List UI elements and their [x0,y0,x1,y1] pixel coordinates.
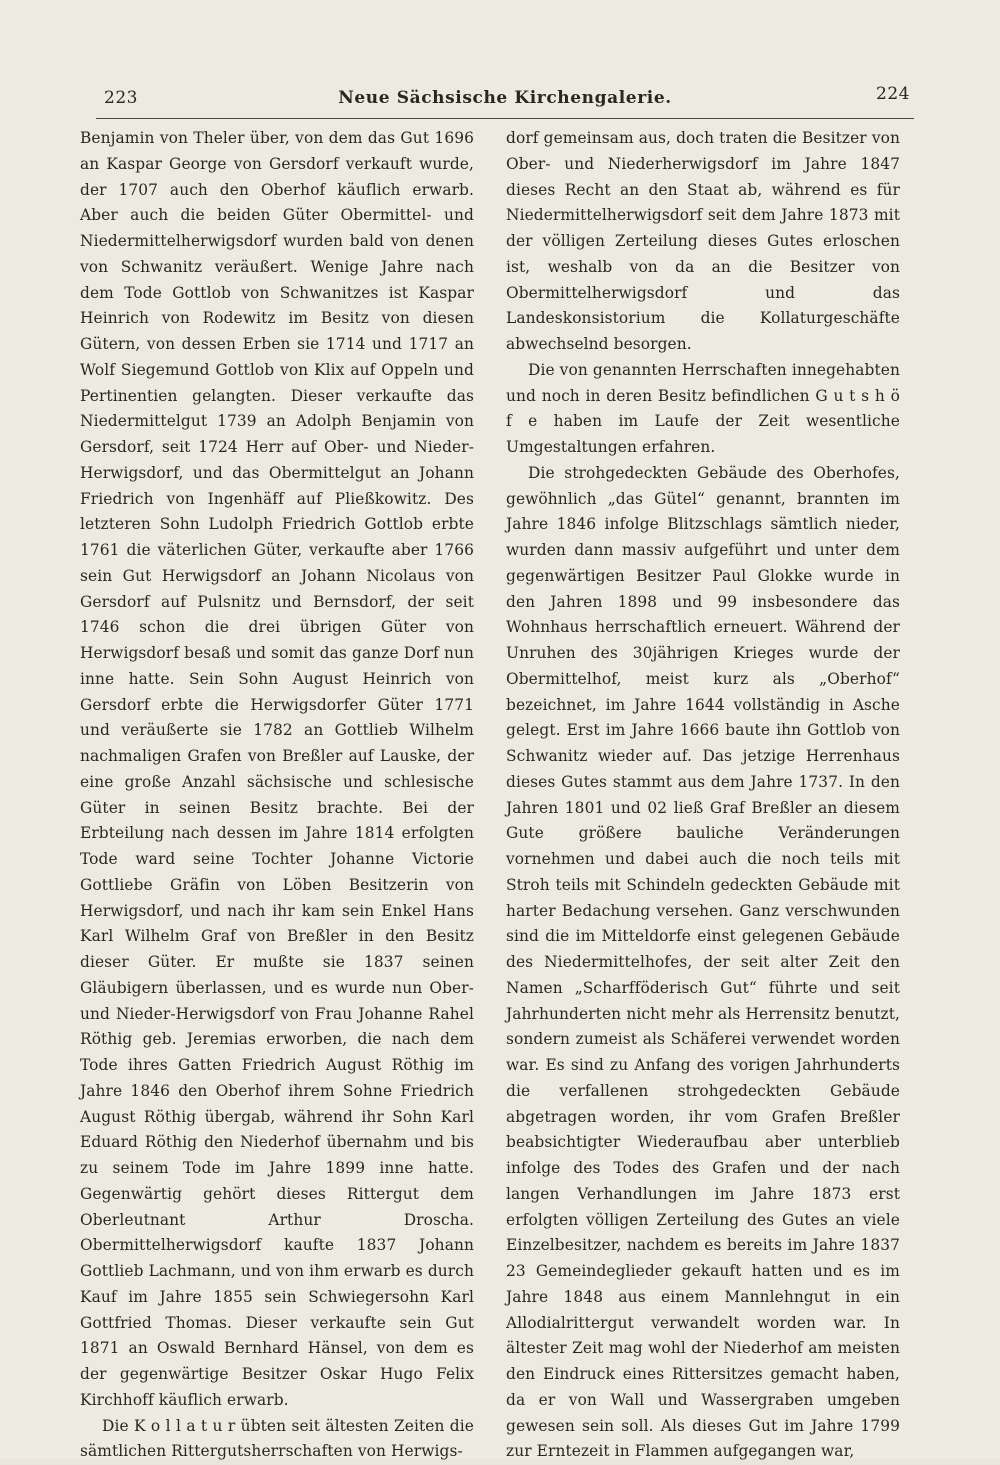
running-header [96,84,914,119]
page-number-right: 224 [876,84,910,104]
paragraph: Die K o l l a t u r übten seit ältesten Zeiten die sämtlichen Rittergutsherrschaften von Herwigs- [80,1414,474,1465]
running-title: Neue Sächsische Kirchengalerie. [96,88,914,108]
paragraph: Benjamin von Theler über, von dem das Gut 1696 an Kaspar George von Gersdorf verkauft wurde, der 1707 auch den Oberhof käuflich erwarb. Aber auch die beiden Güter Obermittel- und Niedermittelherwigsdorf wurden bald von denen von Schwanitz veräußert. Wenige Jahre nach dem Tode Gottlob von Schwanitzes ist Kaspar Heinrich von Rodewitz im Besitz von diesen Gütern, von dessen Erben sie 1714 und 1717 an Wolf Siegemund Gottlob von Klix auf Oppeln und Pertinentien gelangten. Dieser verkaufte das Niedermittelgut 1739 an Adolph Benjamin von Gersdorf, seit 1724 Herr auf Ober- und Nieder-Herwigsdorf, und das Obermittelgut an Johann Friedrich von Ingenhäff auf Pließkowitz. Des letzteren Sohn Ludolph Friedrich Gottlob erbte 1761 die väterlichen Güter, verkaufte aber 1766 sein Gut Herwigsdorf an Johann Nicolaus von Gersdorf auf Pulsnitz und Bernsdorf, der seit 1746 schon die drei übrigen Güter von Herwigsdorf besaß und somit das ganze Dorf nun inne hatte. Sein Sohn August Heinrich von Gersdorf erbte die Herwigsdorfer Güter 1771 und veräußerte sie 1782 an Gottlieb Wilhelm nachmaligen Grafen von Breßler auf Lauske, der eine große Anzahl sächsische und schlesische Güter in seinen Besitz brachte. Bei der Erbteilung nach dessen im Jahre 1814 erfolgten Tode ward seine Tochter Johanne Victorie Gottliebe Gräfin von Löben Besitzerin von Herwigsdorf, und nach ihr kam sein Enkel Hans Karl Wilhelm Graf von Breßler in den Besitz dieser Güter. Er mußte sie 1837 seinen Gläubigern überlassen, und es wurde nun Ober- und Nieder-Herwigsdorf von Frau Johanne Rahel Röthig geb. Jeremias erworben, die nach dem Tode ihres Gatten Friedrich August Röthig im Jahre 1846 den Oberhof ihrem Sohne Friedrich August Röthig übergab, während ihr Sohn Karl Eduard Röthig den Niederhof übernahm und bis zu seinem Tode im Jahre 1899 inne hatte. Gegenwärtig gehört dieses Rittergut dem Oberleutnant Arthur Droscha. Obermittelherwigsdorf kaufte 1837 Johann Gottlieb Lachmann, und von ihm erwarb es durch Kauf im Jahre 1855 sein Schwiegersohn Karl Gottfried Thomas. Dieser verkaufte sein Gut 1871 an Oswald Bernhard Hänsel, von dem es der gegenwärtige Besitzer Oskar Hugo Felix Kirchhoff käuflich erwarb. [80,126,474,1414]
right-column [506,126,900,1465]
left-column [80,126,474,1465]
page-number-left: 223 [104,88,138,108]
paragraph: Die von genannten Herrschaften innegehabten und noch in deren Besitz befindlichen G u t s h ö f e haben im Laufe der Zeit wesentliche Umgestaltungen erfahren. [506,358,900,461]
paragraph: dorf gemeinsam aus, doch traten die Besitzer von Ober- und Niederherwigsdorf im Jahre 1847 dieses Recht an den Staat ab, während es für Niedermittelherwigsdorf seit dem Jahre 1873 mit der völligen Zerteilung dieses Gutes erloschen ist, weshalb von da an die Besitzer von Obermittelherwigsdorf und das Landeskonsistorium die Kollaturgeschäfte abwechselnd besorgen. [506,126,900,358]
paragraph: Die strohgedeckten Gebäude des Oberhofes, gewöhnlich „das Gütel“ genannt, brannten im Jahre 1846 infolge Blitzschlags sämtlich nieder, wurden dann massiv aufgeführt und unter dem gegenwärtigen Besitzer Paul Glokke wurde in den Jahren 1898 und 99 insbesondere das Wohnhaus herrschaftlich erneuert. Während der Unruhen des 30jährigen Krieges wurde der Obermittelhof, meist kurz als „Oberhof“ bezeichnet, im Jahre 1644 vollständig in Asche gelegt. Erst im Jahre 1666 baute ihn Gottlob von Schwanitz wieder auf. Das jetzige Herrenhaus dieses Gutes stammt aus dem Jahre 1737. In den Jahren 1801 und 02 ließ Graf Breßler an diesem Gute größere bauliche Veränderungen vornehmen und dabei auch die noch teils mit Stroh teils mit Schindeln gedeckten Gebäude mit harter Bedachung versehen. Ganz verschwunden sind die im Mitteldorfe einst gelegenen Gebäude des Niedermittelhofes, der seit alter Zeit den Namen „Scharfföderisch Gut“ führte und seit Jahrhunderten nicht mehr als Herrensitz benutzt, sondern zumeist als Schäferei verwendet worden war. Es sind zu Anfang des vorigen Jahrhunderts die verfallenen strohgedeckten Gebäude abgetragen worden, ihr vom Grafen Breßler beabsichtigter Wiederaufbau aber unterblieb infolge des Todes des Grafen und der nach langen Verhandlungen im Jahre 1873 erst erfolgten völligen Zerteilung des Gutes an viele Einzelbesitzer, nachdem es bereits im Jahre 1837 23 Gemeindeglieder gekauft hatten und es im Jahre 1848 aus einem Mannlehngut in ein Allodialrittergut verwandelt worden war. In ältester Zeit mag wohl der Niederhof am meisten den Eindruck eines Rittersitzes gemacht haben, da er von Wall und Wassergraben umgeben gewesen sein soll. Als dieses Gut im Jahre 1799 zur Erntezeit in Flammen aufgegangen war, [506,461,900,1465]
